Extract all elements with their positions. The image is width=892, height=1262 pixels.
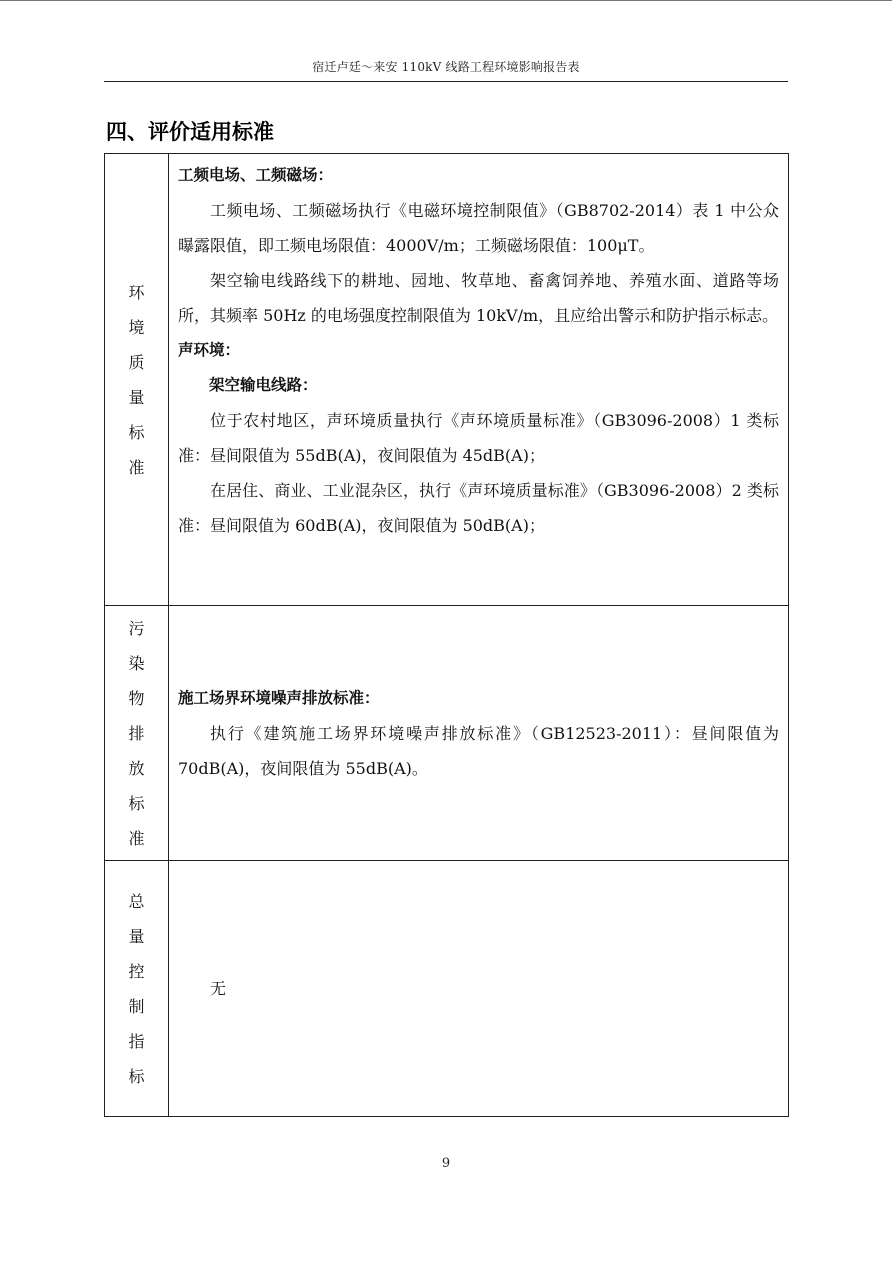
section-title: 四、评价适用标准: [106, 120, 274, 144]
para-emf-limits: 工频电场、工频磁场执行《电磁环境控制限值》（GB8702-2014）表 1 中公众曝露限值，即工频电场限值：4000V/m；工频磁场限值：100μT。: [178, 201, 779, 255]
heading-construction-noise: 施工场界环境噪声排放标准：: [178, 688, 380, 707]
para-mixed-area-noise-standard: 在居住、商业、工业混杂区，执行《声环境质量标准》（GB3096-2008）2 类标准：昼间限值为 60dB(A)，夜间限值为 50dB(A)；: [178, 481, 779, 535]
page-number: 9: [441, 1156, 451, 1171]
label-cell-environmental-quality: [105, 154, 169, 606]
standards-table: [104, 153, 789, 1117]
para-construction-noise-limits: 执行《建筑施工场界环境噪声排放标准》（GB12523-2011）：昼间限值为 70dB(A)，夜间限值为 55dB(A)。: [178, 723, 779, 778]
label-cell-emission-standards: [105, 606, 169, 861]
page-top-border: [0, 0, 892, 1]
row-label-environmental-quality: 环境质量标准: [128, 282, 145, 477]
row-label-emission-standards: 污染物排放标准: [128, 618, 145, 848]
para-overhead-line-field-limit: 架空输电线路线下的耕地、园地、牧草地、畜禽饲养地、养殖水面、道路等场所，其频率 50Hz 的电场强度控制限值为 10kV/m，且应给出警示和防护指示标志。: [178, 271, 779, 325]
content-cell-environmental-quality: [169, 154, 789, 606]
header-rule: [104, 81, 788, 82]
row-total-control: [105, 861, 789, 1117]
total-control-value: 无: [210, 979, 227, 998]
running-header: 宿迁卢廷～来安 110kV 线路工程环境影响报告表: [312, 60, 580, 74]
row-environmental-quality: [105, 154, 789, 606]
subheading-overhead-line: 架空输电线路：: [209, 376, 318, 394]
content-cell-total-control: [169, 861, 789, 1117]
row-emission-standards: [105, 606, 789, 861]
content-cell-emission-standards: [169, 606, 789, 861]
heading-power-frequency-field: 工频电场、工频磁场：: [178, 166, 334, 184]
heading-acoustic-environment: 声环境：: [178, 341, 241, 359]
label-cell-total-control: [105, 861, 169, 1117]
row-label-total-control: 总量控制指标: [128, 891, 145, 1086]
para-rural-noise-standard: 位于农村地区，声环境质量执行《声环境质量标准》（GB3096-2008）1 类标准：昼间限值为 55dB(A)，夜间限值为 45dB(A)；: [178, 411, 779, 465]
